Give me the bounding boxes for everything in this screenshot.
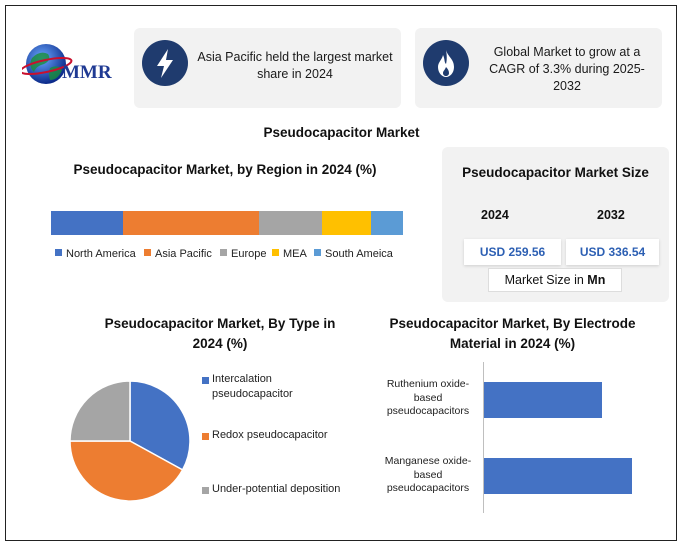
legend-swatch xyxy=(314,249,321,256)
legend-label: MEA xyxy=(283,248,307,260)
legend-label: Redox pseudocapacitor xyxy=(212,429,328,441)
region-bar-segment xyxy=(322,211,371,235)
legend-label: Asia Pacific xyxy=(155,248,212,260)
electrode-category-label: Ruthenium oxide-based pseudocapacitors xyxy=(386,378,470,418)
value-2024: USD 259.56 xyxy=(464,239,561,265)
unit-label-text: Market Size in xyxy=(504,273,588,287)
type-legend-item xyxy=(202,428,352,443)
region-chart-title: Pseudocapacitor Market, by Region in 2024 (%) xyxy=(73,162,377,177)
legend-swatch xyxy=(144,249,151,256)
info-text-region: Asia Pacific held the largest market share in 2024 xyxy=(197,50,393,81)
region-legend-item xyxy=(144,248,212,260)
region-bar-segment xyxy=(371,211,403,235)
info-text-cagr: Global Market to grow at a CAGR of 3.3% during 2025-2032 xyxy=(489,45,645,93)
electrode-category-label: Manganese oxide-based pseudocapacitors xyxy=(384,455,472,495)
legend-swatch xyxy=(202,377,209,384)
info-box-cagr xyxy=(415,28,662,108)
legend-label: Under-potential deposition xyxy=(212,483,341,495)
flame-icon xyxy=(423,40,469,86)
legend-swatch xyxy=(220,249,227,256)
lightning-icon xyxy=(142,40,188,86)
unit-label-unit: Mn xyxy=(587,273,606,287)
market-size-panel xyxy=(442,147,669,302)
type-legend xyxy=(202,372,362,502)
year-2032: 2032 xyxy=(597,208,625,222)
main-title: Pseudocapacitor Market xyxy=(263,125,420,140)
type-legend-item xyxy=(202,372,352,403)
region-bar-segment xyxy=(123,211,259,235)
region-stacked-bar xyxy=(51,211,403,235)
value-2032: USD 336.54 xyxy=(566,239,659,265)
type-legend-item xyxy=(202,482,352,497)
legend-swatch xyxy=(202,487,209,494)
type-chart-title: Pseudocapacitor Market, By Type in 2024 (%) xyxy=(104,316,336,351)
pie-slice xyxy=(70,381,130,441)
region-legend-item xyxy=(314,248,393,260)
region-legend xyxy=(55,248,435,264)
legend-swatch xyxy=(272,249,279,256)
logo-text: MMR xyxy=(62,62,112,83)
region-bar-segment xyxy=(259,211,322,235)
legend-label: Europe xyxy=(231,248,267,260)
electrode-chart-title: Pseudocapacitor Market, By Electrode Material in 2024 (%) xyxy=(389,316,636,351)
legend-label: South Ameica xyxy=(325,248,393,260)
legend-swatch xyxy=(55,249,62,256)
legend-label: Intercalation pseudocapacitor xyxy=(212,373,293,401)
region-legend-item xyxy=(272,248,307,260)
type-pie-chart xyxy=(60,371,200,511)
market-size-title: Pseudocapacitor Market Size xyxy=(462,165,649,180)
electrode-bar xyxy=(484,382,602,418)
year-2024: 2024 xyxy=(481,208,509,222)
region-legend-item xyxy=(55,248,136,260)
unit-label xyxy=(488,268,622,292)
region-bar-segment xyxy=(51,211,123,235)
legend-label: North America xyxy=(66,248,136,260)
legend-swatch xyxy=(202,433,209,440)
info-box-region xyxy=(134,28,401,108)
region-legend-item xyxy=(220,248,266,260)
electrode-bar xyxy=(484,458,632,494)
